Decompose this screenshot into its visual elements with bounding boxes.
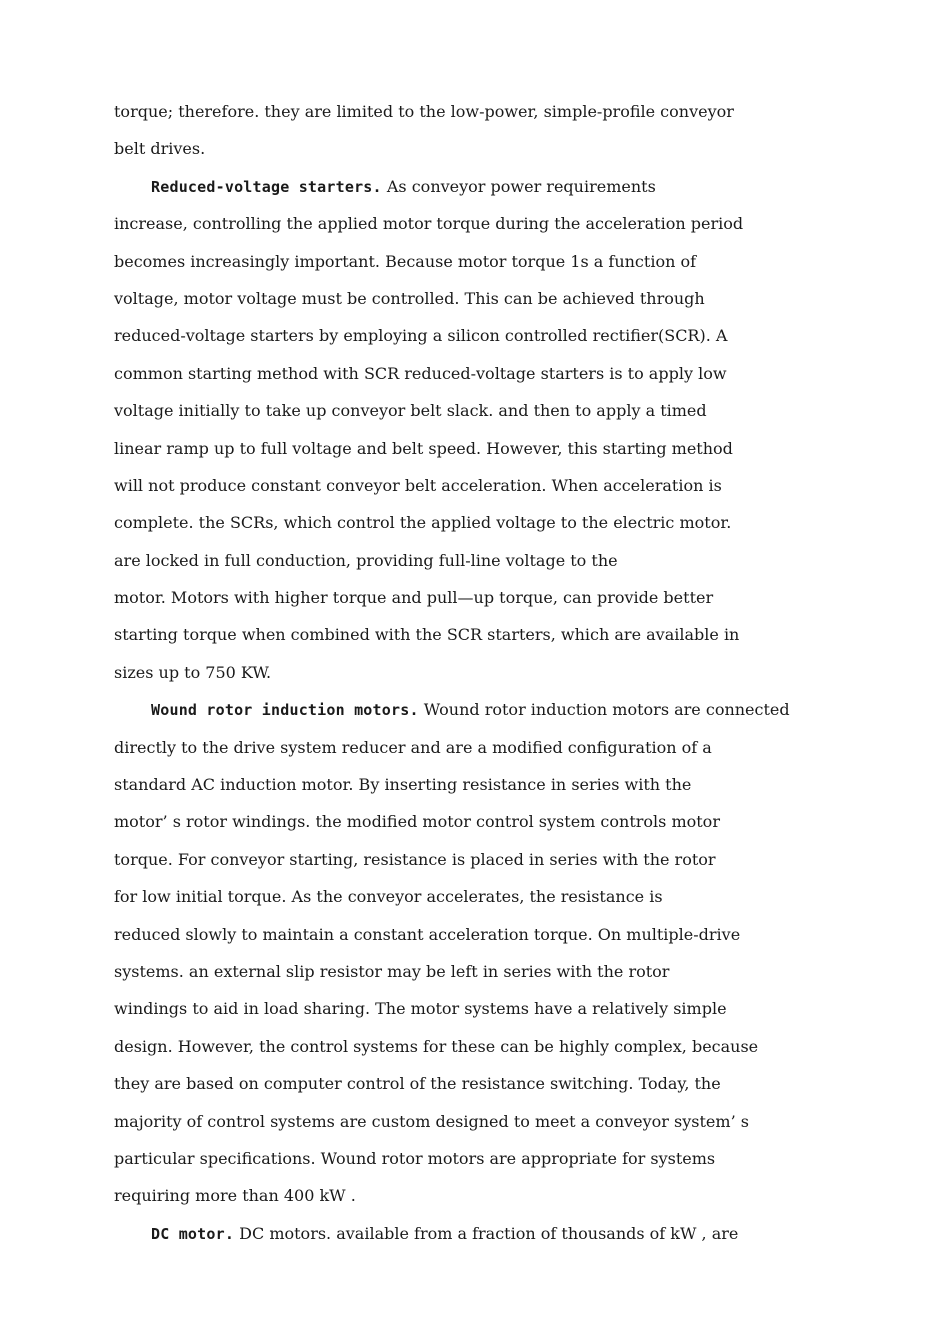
text-line: design. However, the control systems for these can be highly complex, because [114, 1036, 759, 1056]
paragraph-torque-continuation [114, 93, 854, 168]
text-line: increase, controlling the applied motor torque during the acceleration period [114, 214, 744, 234]
text-line: particular specifications. Wound rotor motors are appropriate for systems [114, 1148, 716, 1168]
section-heading-dc-motor: DC motor. [151, 1224, 235, 1243]
text-line: systems. an external slip resistor may be left in series with the rotor [114, 961, 670, 981]
text-line: sizes up to 750 KW. [114, 662, 272, 682]
text-line: are locked in full conduction, providing full-line voltage to the [114, 550, 618, 570]
text-line: majority of control systems are custom designed to meet a conveyor system’ s [114, 1111, 749, 1131]
paragraph-dc-motor [114, 1215, 854, 1252]
text-line: standard AC induction motor. By inserting resistance in series with the [114, 775, 692, 795]
text-line: for low initial torque. As the conveyor accelerates, the resistance is [114, 887, 663, 907]
text-line: common starting method with SCR reduced-voltage starters is to apply low [114, 363, 727, 383]
text-line: starting torque when combined with the SCR starters, which are available in [114, 625, 740, 645]
text-run: DC motors. available from a fraction of thousands of kW , are [234, 1223, 739, 1243]
text-line: belt drives. [114, 139, 206, 159]
text-line: complete. the SCRs, which control the applied voltage to the electric motor. [114, 513, 732, 533]
paragraph-first-line [114, 691, 854, 728]
text-line: reduced-voltage starters by employing a silicon controlled rectifier(SCR). A [114, 326, 728, 346]
section-heading-reduced-voltage-starters: Reduced-voltage starters. [151, 177, 382, 196]
paragraph-reduced-voltage-starters [114, 168, 854, 691]
text-line: will not produce constant conveyor belt acceleration. When acceleration is [114, 475, 722, 495]
text-line: voltage, motor voltage must be controlled. This can be achieved through [114, 288, 705, 308]
text-line: motor. Motors with higher torque and pull—up torque, can provide better [114, 588, 714, 608]
paragraph-wound-rotor-induction-motors [114, 691, 854, 1214]
text-line: voltage initially to take up conveyor belt slack. and then to apply a timed [114, 401, 707, 421]
text-line: requiring more than 400 kW . [114, 1186, 356, 1206]
paragraph-first-line [114, 168, 854, 205]
text-line: windings to aid in load sharing. The motor systems have a relatively simple [114, 999, 727, 1019]
text-run: As conveyor power requirements [381, 176, 656, 196]
text-line: torque; therefore. they are limited to the low-power, simple-profile conveyor [114, 102, 734, 121]
section-heading-wound-rotor-induction-motors: Wound rotor induction motors. [151, 701, 419, 720]
document-page [114, 93, 854, 1252]
text-line: torque. For conveyor starting, resistance is placed in series with the rotor [114, 849, 716, 869]
text-line: they are based on computer control of the resistance switching. Today, the [114, 1074, 721, 1094]
text-run: Wound rotor induction motors are connected [418, 700, 790, 720]
text-line: becomes increasingly important. Because motor torque 1s a function of [114, 251, 697, 271]
paragraph-first-line [114, 1215, 854, 1252]
text-line: reduced slowly to maintain a constant acceleration torque. On multiple-drive [114, 924, 741, 944]
text-line: motor’ s rotor windings. the modified motor control system controls motor [114, 812, 720, 832]
text-line: directly to the drive system reducer and are a modified configuration of a [114, 737, 712, 757]
text-line: linear ramp up to full voltage and belt speed. However, this starting method [114, 438, 733, 458]
